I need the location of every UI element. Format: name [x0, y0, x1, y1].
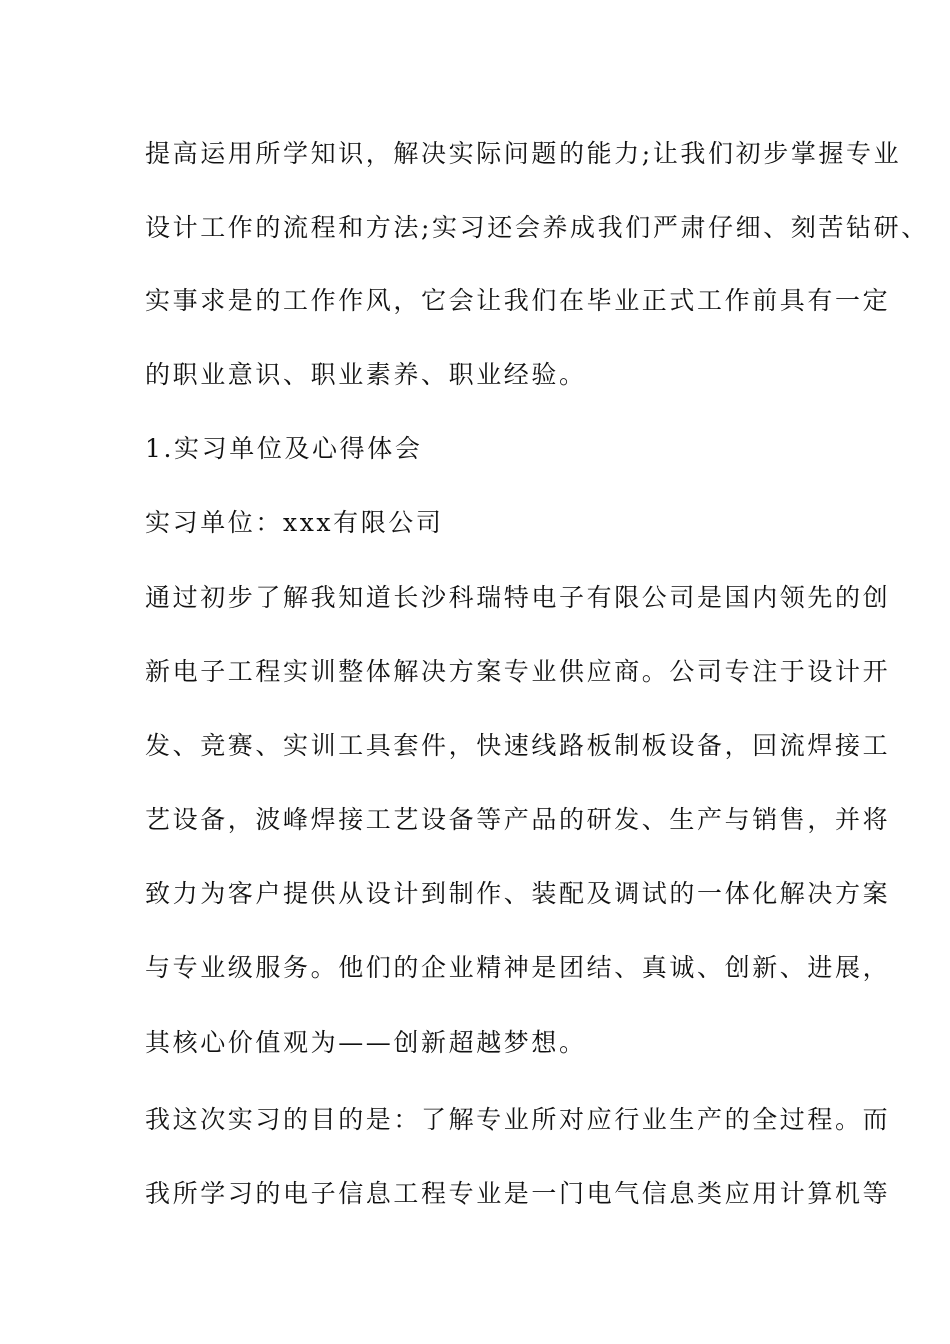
text-line: 其核心价值观为——创新超越梦想。: [145, 1028, 587, 1057]
text-line: 艺设备，波峰焊接工艺设备等产品的研发、生产与销售，并将: [145, 805, 891, 834]
text-line: 提高运用所学知识，解决实际问题的能力;让我们初步掌握专业: [145, 139, 902, 168]
section-heading: 1.实习单位及心得体会: [145, 434, 423, 463]
text-line: 设计工作的流程和方法;实习还会养成我们严肃仔细、刻苦钻研、: [145, 213, 929, 242]
text-line: 我这次实习的目的是：了解专业所对应行业生产的全过程。而: [145, 1105, 891, 1134]
text-line: 实习单位：xxx有限公司: [145, 508, 444, 537]
text-line: 致力为客户提供从设计到制作、装配及调试的一体化解决方案: [145, 879, 891, 908]
text-line: 的职业意识、职业素养、职业经验。: [145, 360, 587, 389]
text-line: 通过初步了解我知道长沙科瑞特电子有限公司是国内领先的创: [145, 583, 891, 612]
text-line: 新电子工程实训整体解决方案专业供应商。公司专注于设计开: [145, 657, 891, 686]
text-line: 与专业级服务。他们的企业精神是团结、真诚、创新、进展，: [145, 953, 891, 982]
text-line: 我所学习的电子信息工程专业是一门电气信息类应用计算机等: [145, 1179, 891, 1208]
text-line: 实事求是的工作作风，它会让我们在毕业正式工作前具有一定: [145, 286, 891, 315]
text-line: 发、竞赛、实训工具套件，快速线路板制板设备，回流焊接工: [145, 731, 891, 760]
